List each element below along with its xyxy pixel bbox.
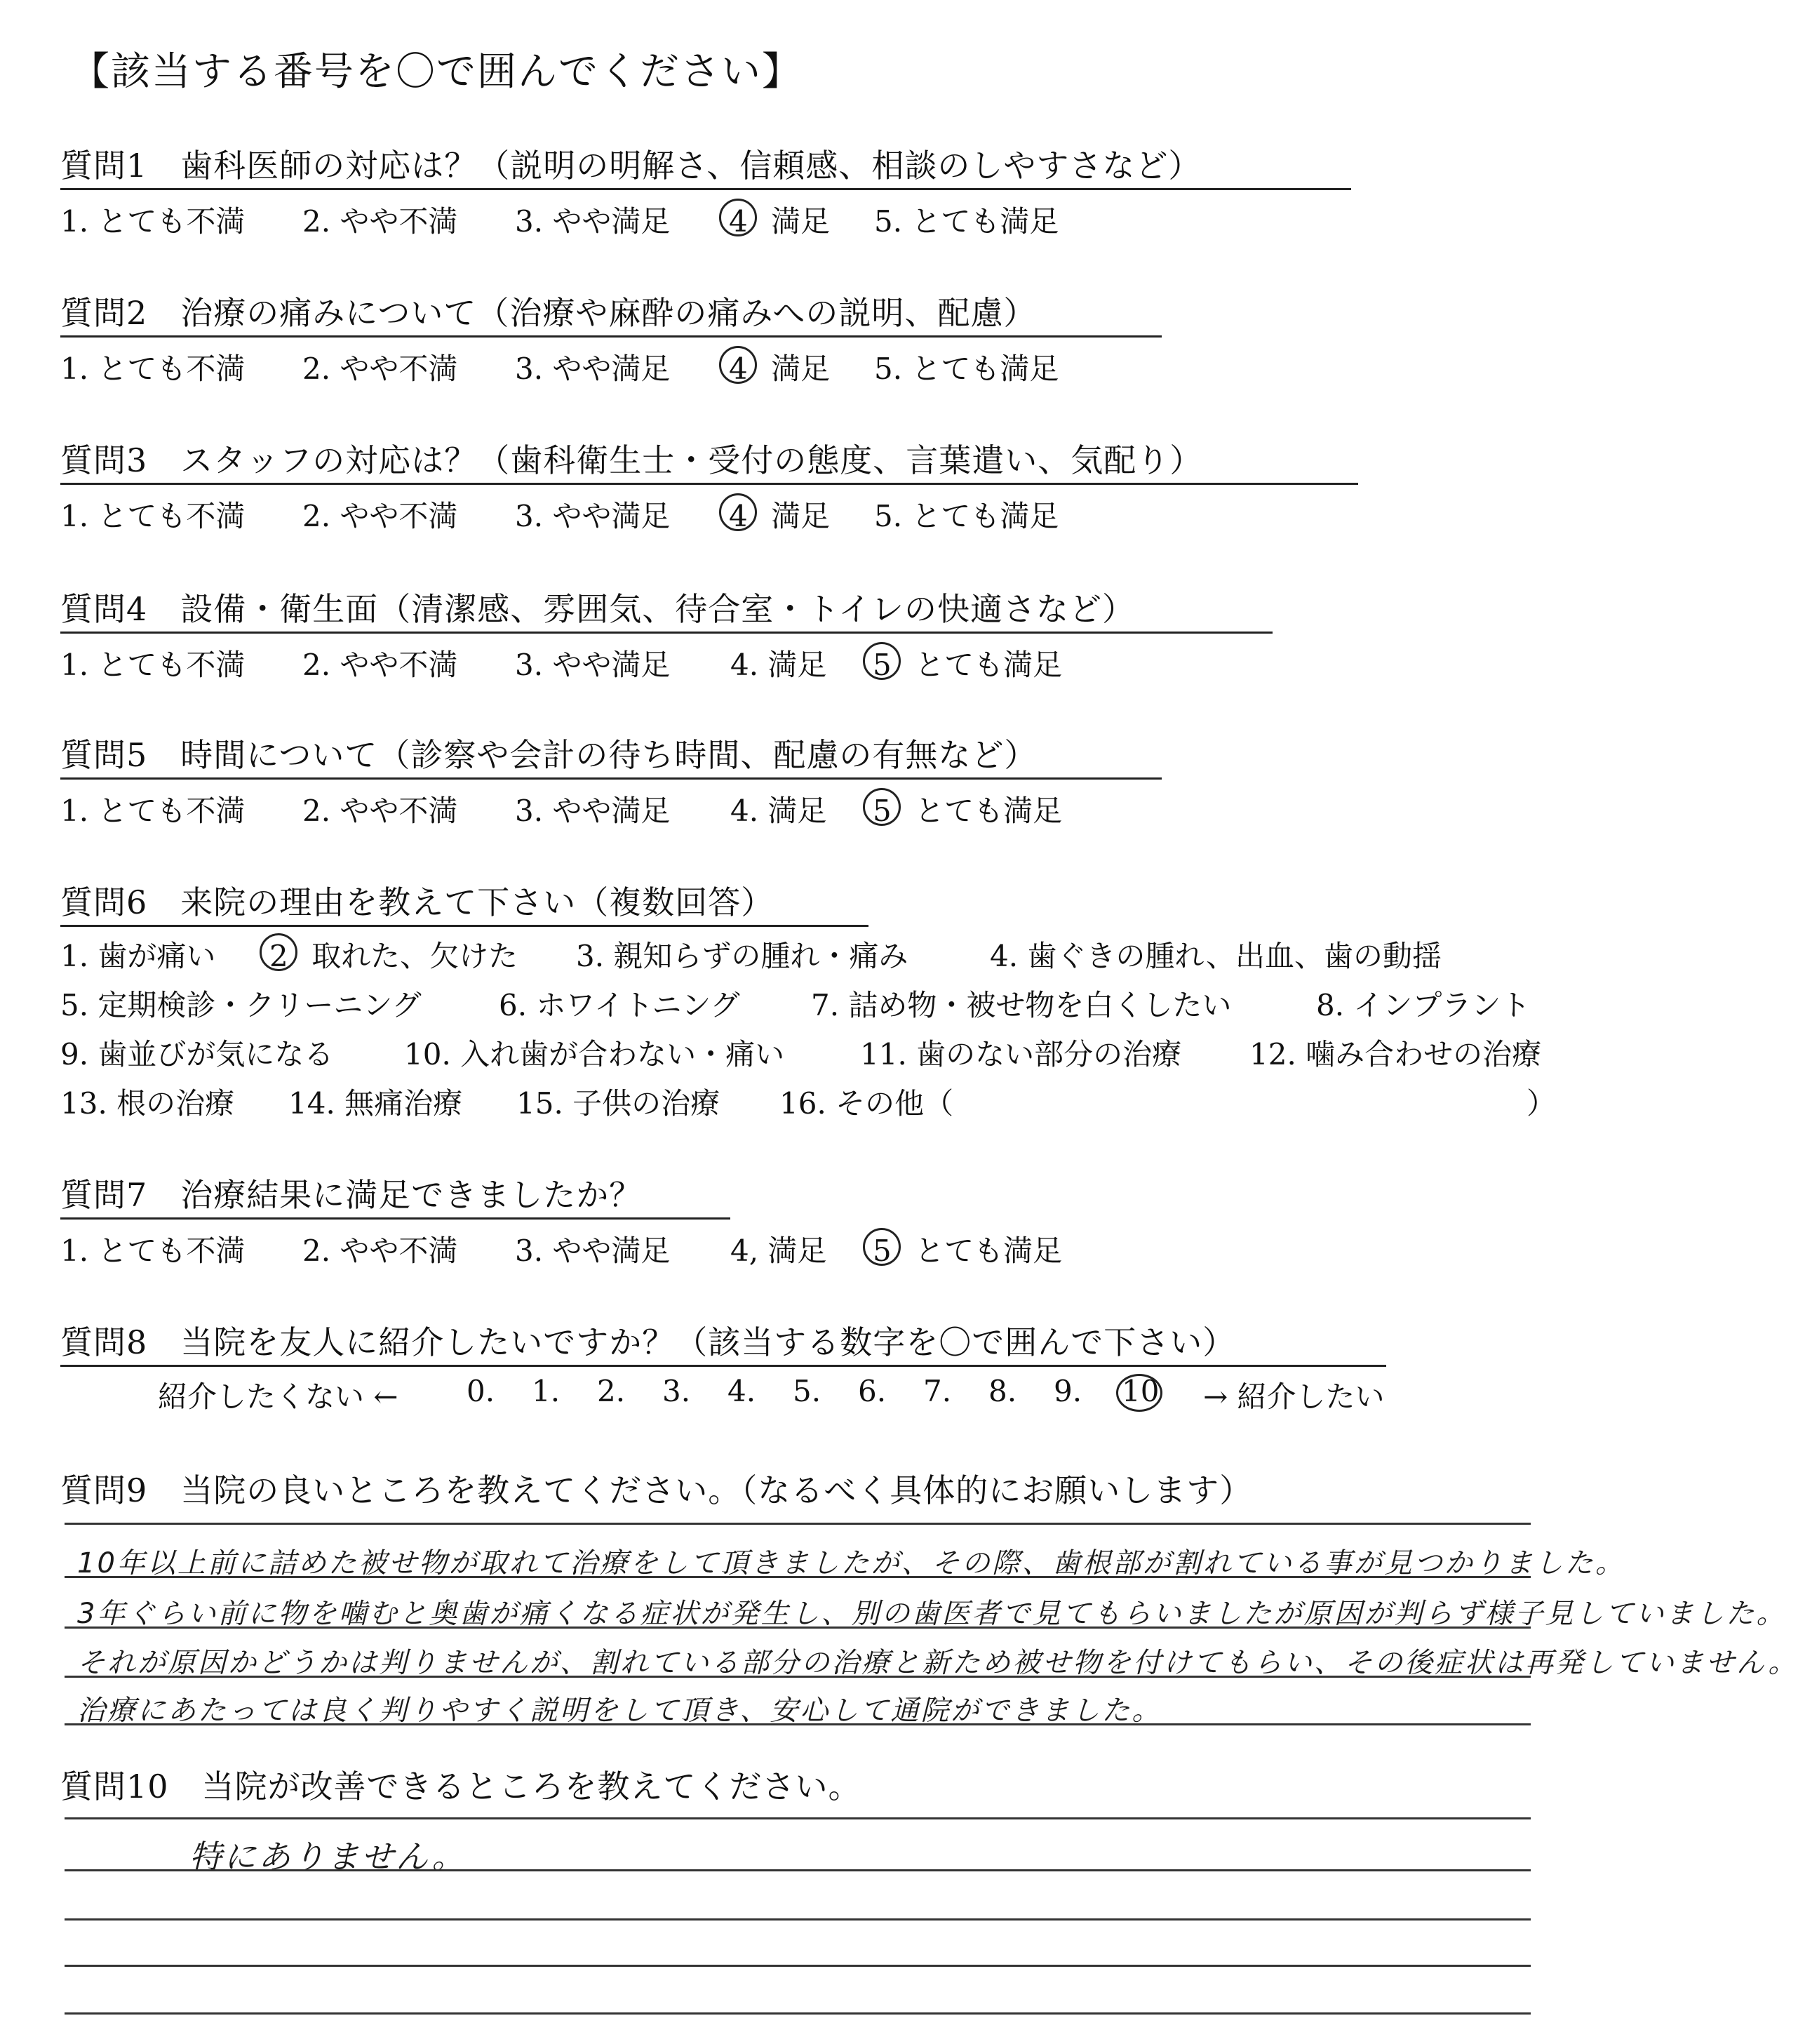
option-1[interactable]: 1. とても不満 bbox=[60, 352, 246, 386]
score-5[interactable]: 5. bbox=[793, 1374, 821, 1408]
option-3[interactable]: 3. やや満足 bbox=[515, 352, 671, 386]
option-4-selected[interactable] bbox=[723, 199, 831, 241]
score-7[interactable]: 7. bbox=[923, 1374, 952, 1408]
option-1[interactable]: 1. とても不満 bbox=[60, 1234, 246, 1268]
score-9[interactable]: 9. bbox=[1054, 1374, 1082, 1408]
question-3-underline bbox=[60, 483, 1358, 485]
score-0[interactable]: 0. bbox=[467, 1374, 495, 1408]
answer-9-line-4: 治療にあたっては良く判りやすく説明をして頂き、安心して通院ができました。 bbox=[77, 1695, 1162, 1727]
option-4[interactable]: 4. 満足 bbox=[730, 648, 827, 682]
reason-2-label: 取れた、欠けた bbox=[311, 939, 518, 973]
answer-rule bbox=[65, 1723, 1531, 1725]
score-8[interactable]: 8. bbox=[988, 1374, 1017, 1408]
option-4-label: 満足 bbox=[771, 204, 831, 239]
option-4-selected[interactable] bbox=[723, 493, 831, 535]
answer-rule bbox=[65, 1918, 1531, 1921]
option-5[interactable]: 5. とても満足 bbox=[874, 499, 1059, 533]
option-2[interactable]: 2. やや不満 bbox=[302, 1234, 458, 1268]
option-5[interactable]: 5. とても満足 bbox=[874, 204, 1059, 239]
question-2-underline bbox=[60, 335, 1162, 338]
answer-rule bbox=[65, 1576, 1531, 1578]
question-5-underline bbox=[60, 777, 1162, 780]
answer-rule bbox=[65, 2012, 1531, 2015]
question-2-heading: 質問2 治療の痛みについて（治療や麻酔の痛みへの説明、配慮） bbox=[60, 294, 1037, 332]
option-4-label: 満足 bbox=[771, 499, 831, 533]
option-2[interactable]: 2. やや不満 bbox=[302, 499, 458, 533]
reason-8[interactable]: 8. インプラント bbox=[1316, 988, 1531, 1022]
scale-right-label: → 紹介したい bbox=[1203, 1380, 1385, 1414]
option-2[interactable]: 2. やや不満 bbox=[302, 648, 458, 682]
answer-10-line-1: 特にありません。 bbox=[189, 1838, 467, 1876]
reason-14[interactable]: 14. 無痛治療 bbox=[288, 1086, 463, 1121]
reason-7[interactable]: 7. 詰め物・被せ物を白くしたい bbox=[811, 988, 1232, 1022]
question-8-underline bbox=[60, 1365, 1386, 1367]
option-2[interactable]: 2. やや不満 bbox=[302, 352, 458, 386]
question-1-underline bbox=[60, 188, 1351, 190]
option-1[interactable]: 1. とても不満 bbox=[60, 204, 246, 239]
question-1-heading: 質問1 歯科医師の対応は？（説明の明解さ、信頼感、相談のしやすさなど） bbox=[60, 147, 1202, 185]
reason-6[interactable]: 6. ホワイトニング bbox=[499, 988, 740, 1022]
answer-9-line-3: それが原因かどうかは判りませんが、割れている部分の治療と新ため被せ物を付けてもらい、その後症状は再発していません。 bbox=[77, 1647, 1798, 1679]
answer-rule bbox=[65, 1869, 1531, 1871]
question-9-heading: 質問9 当院の良いところを教えてください。（なるべく具体的にお願いします） bbox=[60, 1471, 1253, 1509]
answer-9-line-2: 3年ぐらい前に物を噛むと奥歯が痛くなる症状が発生し、別の歯医者で見てもらいましたが原因が判らず様子見していました。 bbox=[77, 1598, 1787, 1630]
question-8-heading: 質問8 当院を友人に紹介したいですか？（該当する数字を〇で囲んで下さい） bbox=[60, 1323, 1236, 1361]
option-5-number: 5 bbox=[873, 648, 892, 682]
reason-9[interactable]: 9. 歯並びが気になる bbox=[60, 1037, 334, 1071]
reason-13[interactable]: 13. 根の治療 bbox=[60, 1086, 235, 1121]
question-5-heading: 質問5 時間について（診察や会計の待ち時間、配慮の有無など） bbox=[60, 736, 1038, 774]
reason-15[interactable]: 15. 子供の治療 bbox=[516, 1086, 720, 1121]
option-5-selected[interactable] bbox=[867, 642, 1063, 684]
option-3[interactable]: 3. やや満足 bbox=[515, 1234, 671, 1268]
answer-rule bbox=[65, 1626, 1531, 1629]
option-1[interactable]: 1. とても不満 bbox=[60, 648, 246, 682]
option-5-selected[interactable] bbox=[867, 788, 1063, 830]
option-3[interactable]: 3. やや満足 bbox=[515, 648, 671, 682]
reason-3[interactable]: 3. 親知らずの腫れ・痛み bbox=[576, 939, 908, 973]
score-10-number: 10 bbox=[1122, 1374, 1160, 1408]
score-3[interactable]: 3. bbox=[662, 1374, 691, 1408]
option-3[interactable]: 3. やや満足 bbox=[515, 794, 671, 828]
score-2[interactable]: 2. bbox=[597, 1374, 626, 1408]
option-5-selected[interactable] bbox=[867, 1228, 1063, 1270]
answer-9-line-1: 10年以上前に詰めた被せ物が取れて治療をして頂きましたが、その際、歯根部が割れている事が見つかりました。 bbox=[77, 1547, 1625, 1579]
question-3-heading: 質問3 スタッフの対応は？（歯科衛生士・受付の態度、言葉遣い、気配り） bbox=[60, 441, 1203, 479]
question-4-underline bbox=[60, 632, 1273, 634]
score-1[interactable]: 1. bbox=[532, 1374, 561, 1408]
question-7-underline bbox=[60, 1217, 730, 1220]
reason-4[interactable]: 4. 歯ぐきの腫れ、出血、歯の動揺 bbox=[990, 939, 1442, 973]
option-5[interactable]: 5. とても満足 bbox=[874, 352, 1059, 386]
answer-rule bbox=[65, 1523, 1531, 1525]
reason-1[interactable]: 1. 歯が痛い bbox=[60, 939, 216, 973]
option-4-selected[interactable] bbox=[723, 346, 831, 388]
reason-11[interactable]: 11. 歯のない部分の治療 bbox=[860, 1037, 1182, 1071]
option-2[interactable]: 2. やや不満 bbox=[302, 794, 458, 828]
option-3[interactable]: 3. やや満足 bbox=[515, 204, 671, 239]
reason-12[interactable]: 12. 噛み合わせの治療 bbox=[1249, 1037, 1542, 1071]
reason-10[interactable]: 10. 入れ歯が合わない・痛い bbox=[404, 1037, 785, 1071]
answer-rule bbox=[65, 1965, 1531, 1967]
reason-5[interactable]: 5. 定期検診・クリーニング bbox=[60, 988, 422, 1022]
score-4[interactable]: 4. bbox=[727, 1374, 756, 1408]
option-5-number: 5 bbox=[873, 1234, 892, 1268]
option-5-label: とても満足 bbox=[915, 648, 1063, 682]
answer-rule bbox=[65, 1676, 1531, 1678]
option-4-number: 4 bbox=[729, 499, 748, 533]
option-4-number: 4 bbox=[729, 352, 748, 386]
score-6[interactable]: 6. bbox=[858, 1374, 887, 1408]
option-4-label: 満足 bbox=[771, 352, 831, 386]
option-2[interactable]: 2. やや不満 bbox=[302, 204, 458, 239]
option-3[interactable]: 3. やや満足 bbox=[515, 499, 671, 533]
reason-2-number: 2 bbox=[269, 939, 288, 973]
reason-16-close-paren: ） bbox=[1527, 1086, 1557, 1121]
option-1[interactable]: 1. とても不満 bbox=[60, 794, 246, 828]
option-4[interactable]: 4, 満足 bbox=[730, 1234, 827, 1268]
option-4-number: 4 bbox=[729, 204, 748, 239]
question-4-heading: 質問4 設備・衛生面（清潔感、雰囲気、待合室・トイレの快適さなど） bbox=[60, 590, 1135, 628]
question-7-heading: 質問7 治療結果に満足できましたか？ bbox=[60, 1176, 643, 1214]
reason-2-selected[interactable] bbox=[264, 933, 518, 975]
option-4[interactable]: 4. 満足 bbox=[730, 794, 827, 828]
question-10-heading: 質問10 当院が改善できるところを教えてください。 bbox=[60, 1768, 861, 1805]
option-1[interactable]: 1. とても不満 bbox=[60, 499, 246, 533]
question-6-heading: 質問6 来院の理由を教えて下さい（複数回答） bbox=[60, 883, 774, 921]
reason-16[interactable]: 16. その他（ bbox=[779, 1086, 954, 1121]
option-5-label: とても満足 bbox=[915, 1234, 1063, 1268]
option-5-number: 5 bbox=[873, 794, 892, 828]
option-5-label: とても満足 bbox=[915, 794, 1063, 828]
question-6-underline bbox=[60, 925, 868, 927]
page-title: 【該当する番号を〇で囲んでください】 bbox=[70, 49, 803, 95]
answer-rule bbox=[65, 1817, 1531, 1819]
scale-left-label: 紹介したくない ← bbox=[158, 1380, 398, 1414]
score-10-selected[interactable] bbox=[1119, 1374, 1160, 1408]
